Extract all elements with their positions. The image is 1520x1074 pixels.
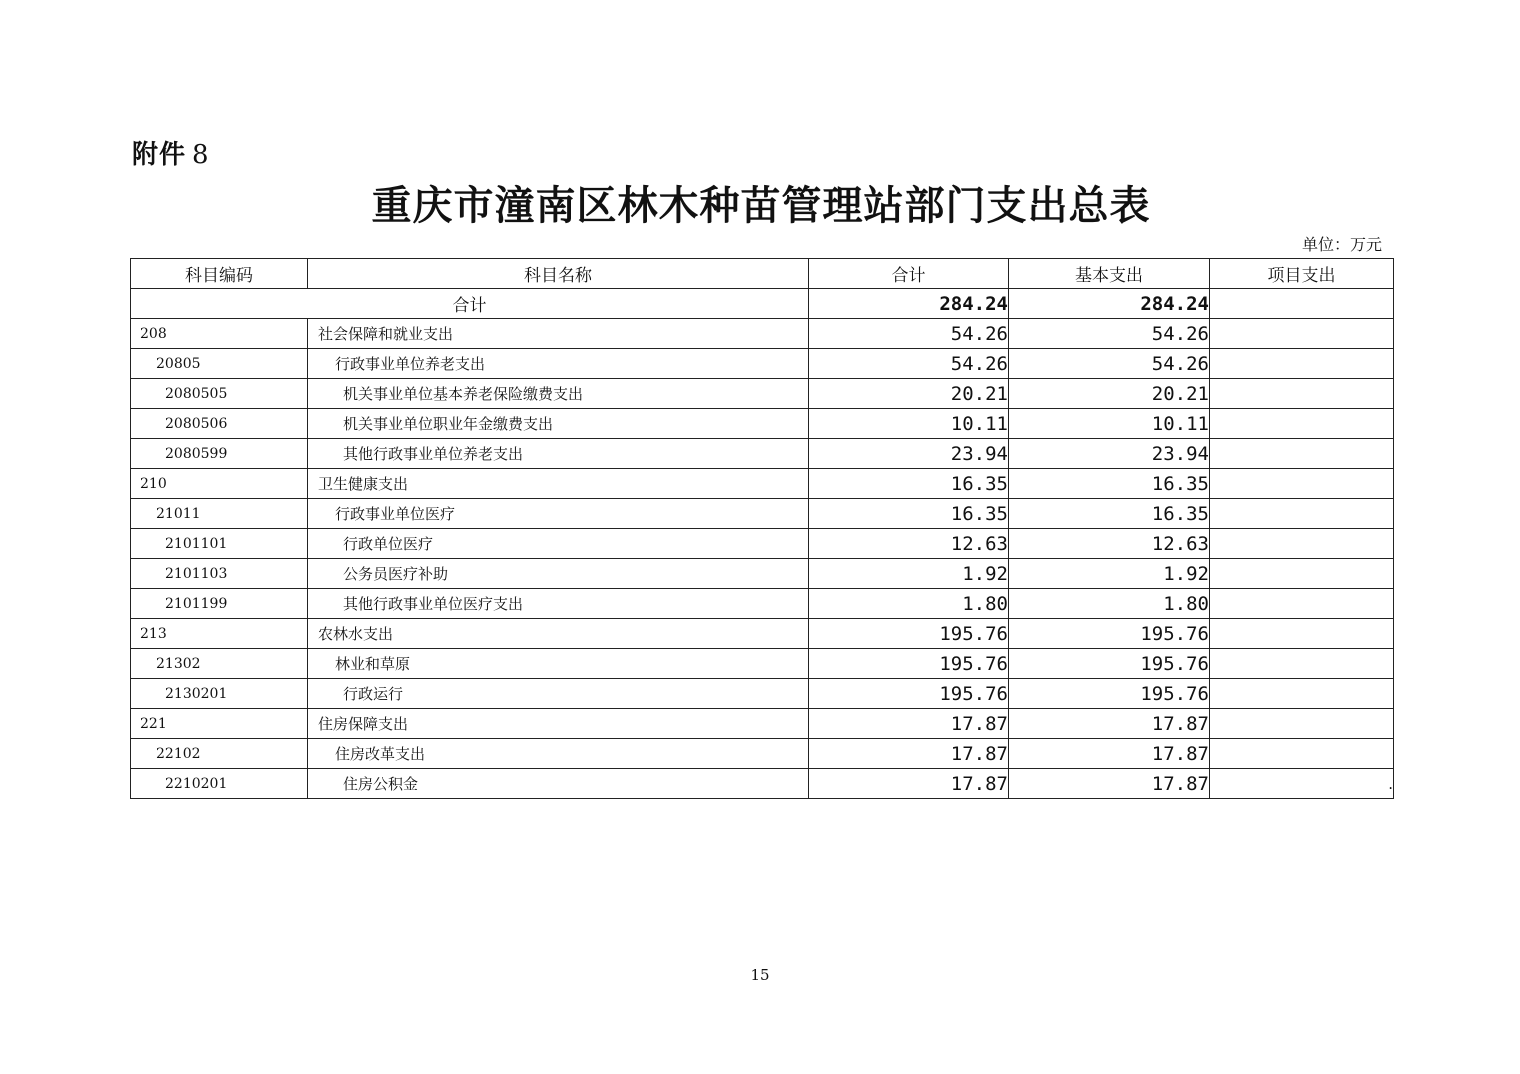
project-expenditure <box>1210 469 1394 499</box>
subject-code: 22102 <box>131 739 308 769</box>
total-amount: 17.87 <box>809 769 1009 799</box>
basic-expenditure: 20.21 <box>1009 379 1210 409</box>
subject-name: 公务员医疗补助 <box>308 559 809 589</box>
header-project: 项目支出 <box>1210 259 1394 289</box>
subject-name: 住房改革支出 <box>308 739 809 769</box>
subject-code: 2080506 <box>131 409 308 439</box>
table-row <box>131 619 1394 649</box>
subject-code: 2130201 <box>131 679 308 709</box>
total-amount: 17.87 <box>809 709 1009 739</box>
basic-expenditure: 17.87 <box>1009 739 1210 769</box>
attachment-text: 附件 <box>132 140 187 170</box>
header-total: 合计 <box>809 259 1009 289</box>
subject-name: 行政事业单位养老支出 <box>308 349 809 379</box>
total-label: 合计 <box>131 289 809 319</box>
total-amount: 195.76 <box>809 679 1009 709</box>
table-row <box>131 649 1394 679</box>
subject-name: 农林水支出 <box>308 619 809 649</box>
table-row <box>131 499 1394 529</box>
subject-name: 卫生健康支出 <box>308 469 809 499</box>
subject-name: 其他行政事业单位医疗支出 <box>308 589 809 619</box>
project-expenditure: . <box>1210 769 1394 799</box>
basic-expenditure: 195.76 <box>1009 649 1210 679</box>
basic-expenditure: 1.92 <box>1009 559 1210 589</box>
project-expenditure <box>1210 649 1394 679</box>
header-basic: 基本支出 <box>1009 259 1210 289</box>
table-row <box>131 769 1394 799</box>
basic-expenditure: 10.11 <box>1009 409 1210 439</box>
unit-label: 单位：万元 <box>1301 235 1382 254</box>
total-amount: 10.11 <box>809 409 1009 439</box>
subject-code: 2101103 <box>131 559 308 589</box>
project-expenditure <box>1210 739 1394 769</box>
project-expenditure <box>1210 319 1394 349</box>
expenditure-table <box>130 258 1394 799</box>
subject-name: 行政运行 <box>308 679 809 709</box>
total-amount: 17.87 <box>809 739 1009 769</box>
project-expenditure <box>1210 439 1394 469</box>
table-row <box>131 319 1394 349</box>
document-title: 重庆市潼南区林木种苗管理站部门支出总表 <box>371 183 1151 229</box>
total-amount: 23.94 <box>809 439 1009 469</box>
subject-name: 机关事业单位职业年金缴费支出 <box>308 409 809 439</box>
project-expenditure <box>1210 559 1394 589</box>
table-row <box>131 529 1394 559</box>
project-expenditure <box>1210 379 1394 409</box>
total-amount: 1.80 <box>809 589 1009 619</box>
header-code: 科目编码 <box>131 259 308 289</box>
basic-expenditure: 1.80 <box>1009 589 1210 619</box>
project-expenditure <box>1210 529 1394 559</box>
subject-code: 2080505 <box>131 379 308 409</box>
subject-code: 2101199 <box>131 589 308 619</box>
project-expenditure <box>1210 499 1394 529</box>
subject-code: 2080599 <box>131 439 308 469</box>
subject-code: 210 <box>131 469 308 499</box>
total-amount: 54.26 <box>809 349 1009 379</box>
subject-name: 住房保障支出 <box>308 709 809 739</box>
subject-code: 2101101 <box>131 529 308 559</box>
project-expenditure <box>1210 619 1394 649</box>
project-expenditure <box>1210 349 1394 379</box>
subject-code: 21011 <box>131 499 308 529</box>
table-row <box>131 409 1394 439</box>
table-row <box>131 379 1394 409</box>
table-header-row <box>131 259 1394 289</box>
header-name: 科目名称 <box>308 259 809 289</box>
subject-code: 20805 <box>131 349 308 379</box>
attachment-number: 8 <box>192 140 210 170</box>
subject-name: 住房公积金 <box>308 769 809 799</box>
subject-code: 221 <box>131 709 308 739</box>
total-amount: 16.35 <box>809 499 1009 529</box>
basic-expenditure: 12.63 <box>1009 529 1210 559</box>
table-row <box>131 739 1394 769</box>
total-amount: 195.76 <box>809 649 1009 679</box>
basic-expenditure: 16.35 <box>1009 469 1210 499</box>
subject-name: 其他行政事业单位养老支出 <box>308 439 809 469</box>
subject-code: 208 <box>131 319 308 349</box>
table-row <box>131 469 1394 499</box>
table-row <box>131 679 1394 709</box>
basic-expenditure: 17.87 <box>1009 709 1210 739</box>
attachment-label <box>132 134 210 171</box>
project-expenditure <box>1210 709 1394 739</box>
subject-code: 213 <box>131 619 308 649</box>
basic-expenditure: 195.76 <box>1009 619 1210 649</box>
subject-name: 行政事业单位医疗 <box>308 499 809 529</box>
total-amount: 195.76 <box>809 619 1009 649</box>
subject-code: 21302 <box>131 649 308 679</box>
basic-expenditure: 23.94 <box>1009 439 1210 469</box>
total-amount: 284.24 <box>809 289 1009 319</box>
subject-name: 机关事业单位基本养老保险缴费支出 <box>308 379 809 409</box>
subject-code: 2210201 <box>131 769 308 799</box>
table-row <box>131 439 1394 469</box>
total-amount: 54.26 <box>809 319 1009 349</box>
basic-expenditure: 195.76 <box>1009 679 1210 709</box>
total-amount: 20.21 <box>809 379 1009 409</box>
subject-name: 行政单位医疗 <box>308 529 809 559</box>
basic-expenditure: 17.87 <box>1009 769 1210 799</box>
basic-expenditure: 54.26 <box>1009 349 1210 379</box>
total-row <box>131 289 1394 319</box>
table-row <box>131 349 1394 379</box>
subject-name: 社会保障和就业支出 <box>308 319 809 349</box>
total-amount: 1.92 <box>809 559 1009 589</box>
subject-name: 林业和草原 <box>308 649 809 679</box>
project-expenditure <box>1210 679 1394 709</box>
basic-expenditure: 54.26 <box>1009 319 1210 349</box>
total-project <box>1210 289 1394 319</box>
total-amount: 16.35 <box>809 469 1009 499</box>
project-expenditure <box>1210 409 1394 439</box>
table-row <box>131 589 1394 619</box>
table-row <box>131 559 1394 589</box>
table-row <box>131 709 1394 739</box>
page-number: 15 <box>750 966 770 984</box>
project-expenditure <box>1210 589 1394 619</box>
basic-expenditure: 16.35 <box>1009 499 1210 529</box>
total-amount: 12.63 <box>809 529 1009 559</box>
total-basic: 284.24 <box>1009 289 1210 319</box>
